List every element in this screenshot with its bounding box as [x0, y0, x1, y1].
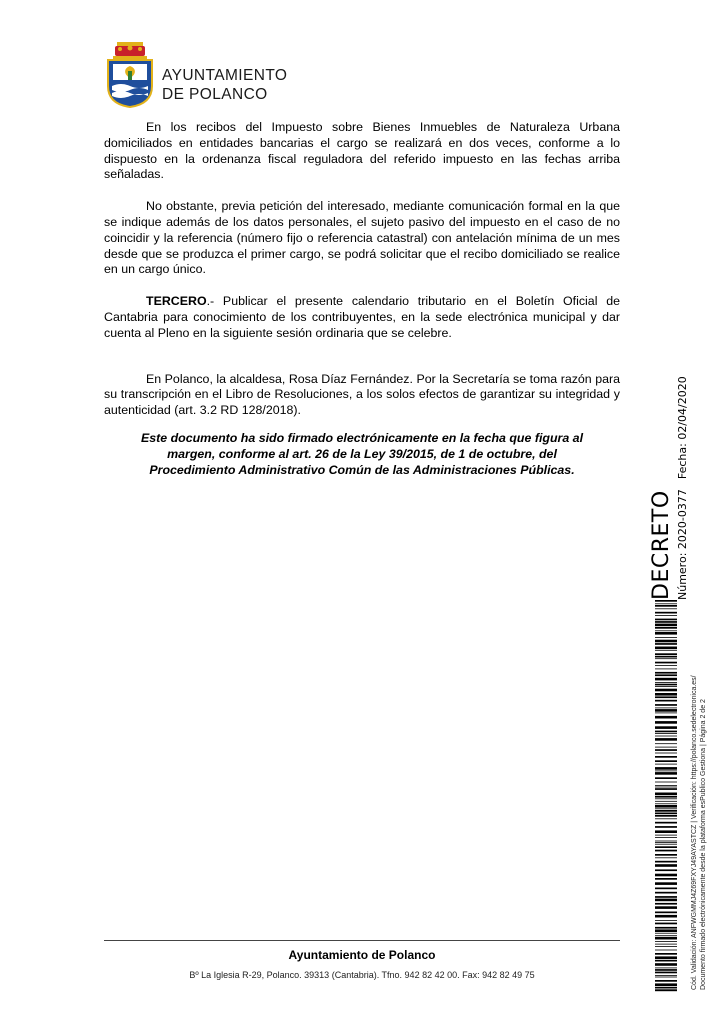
barcode-bar [655, 837, 677, 838]
barcode-bar [655, 600, 677, 602]
barcode-bar [655, 767, 677, 770]
barcode-bar [655, 608, 677, 609]
barcode-bar [655, 708, 677, 709]
barcode-bar [655, 764, 677, 765]
organization-name-line2: DE POLANCO [162, 86, 268, 103]
barcode-bar [655, 813, 677, 815]
barcode-bar [655, 841, 677, 842]
barcode-bar [655, 777, 677, 779]
barcode-bar [655, 842, 677, 843]
barcode-bar [655, 665, 677, 666]
barcode-bar [655, 733, 677, 734]
barcode-bar [655, 621, 677, 623]
barcode-bar [655, 803, 677, 804]
barcode-bar [655, 643, 677, 645]
barcode-bar [655, 619, 677, 621]
decreto-title: DECRETO [649, 490, 674, 600]
tercero-heading: TERCERO [146, 294, 207, 309]
barcode-bar [655, 640, 677, 643]
barcode-bar [655, 738, 677, 741]
barcode-bar [655, 854, 677, 856]
barcode-bar [655, 785, 677, 786]
barcode-bar [655, 637, 677, 638]
barcode-bar [655, 915, 677, 918]
barcode-bar [655, 953, 677, 955]
barcode-bar [655, 844, 677, 845]
barcode-bar [655, 753, 677, 754]
barcode-bar [655, 815, 677, 817]
barcode-bar [655, 874, 677, 877]
tercero-text: .- Publicar el presente calendario tributario en el Boletín Oficial de Cantabria para conocimiento de los contribuyentes, en la sede electrónica municipal y dar cuenta al Pleno en la siguiente sesión ordinaria que se celebre. [104, 294, 620, 340]
barcode-bar [655, 903, 677, 905]
barcode-bar [655, 782, 677, 783]
paragraph-tercero [104, 294, 620, 341]
barcode-bar [655, 869, 677, 871]
barcode-bar [655, 632, 677, 635]
barcode-bar [655, 923, 677, 925]
barcode-bar [655, 627, 677, 629]
paragraph-single-charge: No obstante, previa petición del interesado, mediante comunicación formal en la que se indique además de los datos personales, el sujeto pasivo del impuesto en el caso de no coincidir y la referencia (número fijo o referencia catastral) con antelación mínima de un mes desde que se produzca el primer cargo, se podrá solicitar que el recibo domiciliado se realice en un cargo único. [104, 199, 620, 277]
validation-text [690, 675, 708, 990]
barcode-bar [655, 721, 677, 724]
barcode-bar [655, 798, 677, 799]
validation-code-line: Cód. Validación: ANFWGMMJ4Z69FXYJ49AYASTCZ | Verificación: https://polanco.sedelectronica.es/ [691, 675, 698, 990]
barcode-bar [655, 944, 677, 945]
barcode-bar [655, 672, 677, 674]
decreto-metadata [676, 376, 689, 600]
barcode-bar [655, 788, 677, 790]
paragraph-signatory: En Polanco, la alcaldesa, Rosa Díaz Fernández. Por la Secretaría se toma razón para su transcripción en el Libro de Resoluciones, a los solos efectos de garantizar su integridad y autenticidad (art. 3.2 RD 128/2018). [104, 371, 620, 418]
barcode-bar [655, 747, 677, 748]
organization-name-line1: AYUNTAMIENTO [162, 67, 288, 84]
barcode-bar [655, 726, 677, 729]
barcode-bar [655, 693, 677, 696]
barcode-bar [655, 700, 677, 702]
barcode-bar [655, 899, 677, 902]
barcode-bar [655, 709, 677, 712]
barcode-bar [655, 801, 677, 802]
barcode-bar [655, 658, 677, 659]
barcode-bar [655, 983, 677, 986]
barcode-bar [655, 835, 677, 836]
barcode-bar [655, 650, 677, 651]
barcode-bar [655, 772, 677, 775]
barcode-bar [655, 653, 677, 655]
signature-note-line3: Procedimiento Administrativo Común de las Administraciones Públicas. [149, 463, 575, 477]
barcode-bar [655, 686, 677, 687]
barcode-bar [655, 787, 677, 788]
barcode-bar [655, 972, 677, 974]
barcode-bar [655, 605, 677, 607]
barcode-bar [655, 968, 677, 969]
barcode-bar [655, 696, 677, 698]
barcode-bar [655, 826, 677, 828]
barcode-bar [655, 896, 677, 898]
barcode-bar [655, 850, 677, 852]
barcode-bar [655, 929, 677, 932]
barcode-bar [655, 678, 677, 681]
barcode-bar [655, 793, 677, 796]
barcode-bar [655, 682, 677, 683]
barcode-bar [655, 603, 677, 604]
barcode-bar [655, 736, 677, 737]
barcode-bar [655, 669, 677, 670]
organization-name [162, 66, 332, 104]
barcode-bar [655, 796, 677, 798]
barcode-bar [655, 810, 677, 812]
barcode-bar [655, 888, 677, 890]
barcode-bar [655, 882, 677, 885]
barcode-bar [655, 987, 677, 989]
barcode-bar [655, 656, 677, 658]
barcode-bar [655, 808, 677, 809]
barcode-bar [655, 743, 677, 744]
barcode-bar [655, 963, 677, 966]
paragraph-ibi-receipts: En los recibos del Impuesto sobre Bienes Inmuebles de Naturaleza Urbana domiciliados en entidades bancarias el cargo se realizará en dos veces, conforme a lo dispuesto en la ordenanza fiscal reguladora del referido impuesto en las fechas arriba señaladas. [104, 120, 620, 182]
barcode-bar [655, 731, 677, 733]
decreto-date: Fecha: 02/04/2020 [676, 376, 689, 480]
footer-address: Bº La Iglesia R-29, Polanco. 39313 (Cantabria). Tfno. 942 82 42 00. Fax: 942 82 49 75 [189, 970, 535, 980]
barcode-bar [655, 878, 677, 880]
barcode-bar [655, 857, 677, 858]
barcode-bar [655, 684, 677, 686]
barcode-bar [655, 704, 677, 706]
barcode-bar [655, 946, 677, 947]
barcode-bar [655, 933, 677, 934]
barcode-bar [655, 805, 677, 808]
barcode-bar [655, 950, 677, 951]
barcode-bar [655, 864, 677, 867]
signature-note-line2: margen, conforme al art. 26 de la Ley 39/2015, de 1 de octubre, del [167, 447, 557, 461]
barcode-bar [655, 615, 677, 616]
barcode-bar [655, 935, 677, 936]
barcode-bar [655, 975, 677, 976]
barcode-bar [655, 846, 677, 848]
barcode-bar [655, 892, 677, 894]
barcode-bar [655, 818, 677, 819]
barcode-bar [655, 937, 677, 940]
barcode-bar [655, 912, 677, 914]
footer-divider [104, 940, 620, 941]
barcode-bar [655, 956, 677, 959]
decreto-number: Número: 2020-0377 [676, 489, 689, 600]
validation-barcode [655, 600, 677, 992]
barcode-bar [655, 920, 677, 921]
barcode-bar [655, 760, 677, 762]
barcode-bar [655, 906, 677, 909]
barcode-bar [655, 674, 677, 676]
signature-note-line1: Este documento ha sido firmado electrónicamente en la fecha que figura al [140, 431, 584, 445]
barcode-bar [655, 689, 677, 692]
barcode-bar [655, 927, 677, 929]
barcode-bar [655, 830, 677, 833]
document-body [104, 120, 620, 435]
barcode-bar [655, 861, 677, 863]
barcode-bar [655, 713, 677, 714]
barcode-bar [655, 662, 677, 664]
barcode-bar [655, 989, 677, 991]
barcode-bar [655, 624, 677, 627]
barcode-bar [655, 771, 677, 772]
barcode-bar [655, 716, 677, 719]
municipal-crest-icon [104, 40, 156, 108]
barcode-bar [655, 941, 677, 942]
barcode-bar [655, 969, 677, 971]
barcode-bar [655, 630, 677, 631]
barcode-bar [655, 756, 677, 758]
barcode-bar [655, 822, 677, 824]
barcode-bar [655, 749, 677, 751]
barcode-bar [655, 647, 677, 650]
barcode-bar [655, 980, 677, 982]
barcode-bar [655, 977, 677, 978]
barcode-bar [655, 960, 677, 962]
validation-platform-line: Documento firmado electrónicamente desde la plataforma esPublico Gestiona | Página 2 de 2 [700, 699, 707, 990]
electronic-signature-note [104, 430, 620, 478]
footer-organization: Ayuntamiento de Polanco [288, 948, 436, 962]
barcode-bar [655, 612, 677, 614]
